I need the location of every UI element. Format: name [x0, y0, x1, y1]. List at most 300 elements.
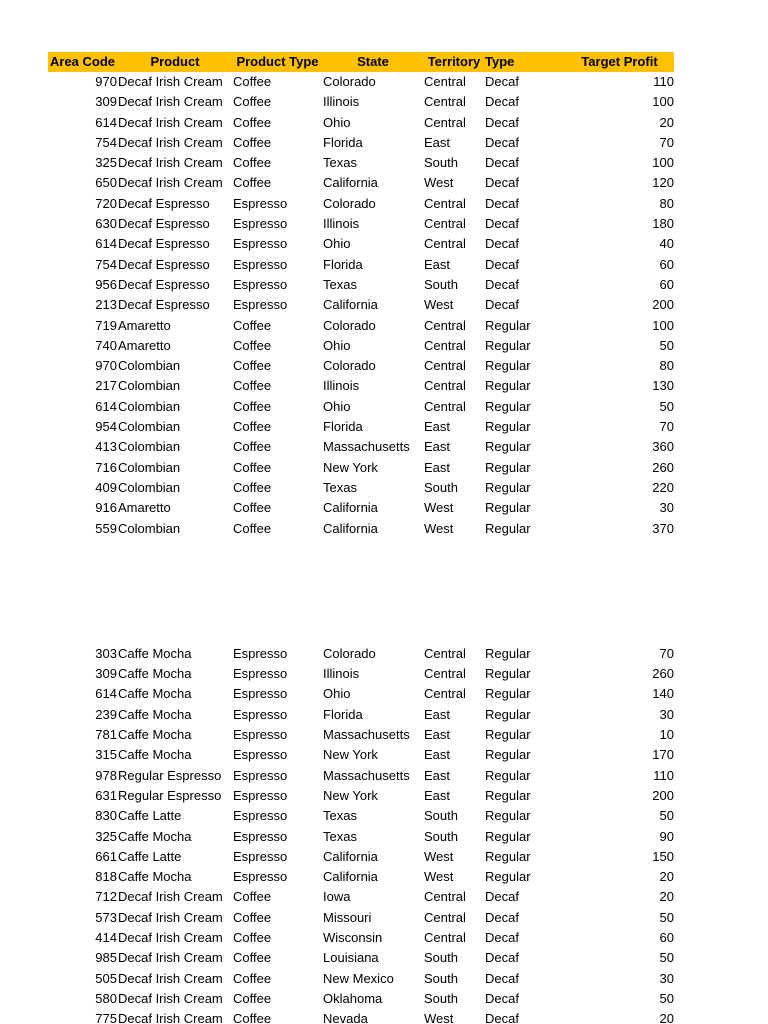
- cell-product[interactable]: Decaf Espresso: [118, 297, 210, 313]
- cell-target-profit[interactable]: 20: [659, 114, 674, 130]
- cell-type[interactable]: Decaf: [485, 889, 519, 905]
- cell-product-type[interactable]: Coffee: [233, 134, 272, 150]
- cell-product-type[interactable]: Coffee: [233, 94, 272, 110]
- cell-product[interactable]: Colombian: [118, 419, 181, 435]
- cell-type[interactable]: Decaf: [485, 134, 519, 150]
- cell-product-type[interactable]: Espresso: [233, 686, 288, 702]
- cell-product[interactable]: Decaf Irish Cream: [118, 970, 223, 986]
- cell-product[interactable]: Caffe Mocha: [118, 869, 192, 885]
- cell-area-code[interactable]: 954: [95, 419, 117, 435]
- cell-target-profit[interactable]: 120: [652, 175, 674, 191]
- cell-state[interactable]: Illinois: [323, 666, 360, 682]
- cell-area-code[interactable]: 630: [95, 216, 117, 232]
- cell-type[interactable]: Regular: [485, 520, 531, 536]
- cell-product[interactable]: Colombian: [118, 378, 181, 394]
- cell-area-code[interactable]: 309: [95, 666, 117, 682]
- cell-product-type[interactable]: Espresso: [233, 236, 288, 252]
- cell-state[interactable]: Colorado: [323, 317, 376, 333]
- cell-state[interactable]: Ohio: [323, 686, 351, 702]
- cell-state[interactable]: Oklahoma: [323, 990, 383, 1006]
- cell-target-profit[interactable]: 50: [659, 950, 674, 966]
- cell-state[interactable]: Texas: [323, 808, 357, 824]
- cell-area-code[interactable]: 213: [95, 297, 117, 313]
- cell-state[interactable]: Missouri: [323, 909, 372, 925]
- cell-product-type[interactable]: Espresso: [233, 297, 288, 313]
- cell-product-type[interactable]: Coffee: [233, 520, 272, 536]
- cell-product-type[interactable]: Espresso: [233, 256, 288, 272]
- cell-product-type[interactable]: Coffee: [233, 398, 272, 414]
- cell-area-code[interactable]: 719: [95, 317, 117, 333]
- cell-type[interactable]: Decaf: [485, 1011, 519, 1024]
- cell-territory[interactable]: Central: [424, 94, 466, 110]
- cell-type[interactable]: Decaf: [485, 909, 519, 925]
- header-product[interactable]: Product: [150, 54, 200, 69]
- cell-product-type[interactable]: Coffee: [233, 1011, 272, 1024]
- cell-target-profit[interactable]: 260: [652, 459, 674, 475]
- cell-territory[interactable]: East: [424, 134, 451, 150]
- cell-type[interactable]: Decaf: [485, 950, 519, 966]
- cell-product-type[interactable]: Coffee: [233, 990, 272, 1006]
- cell-target-profit[interactable]: 50: [659, 909, 674, 925]
- cell-state[interactable]: Texas: [323, 479, 357, 495]
- cell-state[interactable]: Massachusetts: [323, 439, 410, 455]
- cell-product[interactable]: Caffe Mocha: [118, 747, 192, 763]
- cell-product-type[interactable]: Espresso: [233, 195, 288, 211]
- cell-area-code[interactable]: 325: [95, 828, 117, 844]
- cell-type[interactable]: Regular: [485, 787, 531, 803]
- cell-product-type[interactable]: Coffee: [233, 950, 272, 966]
- cell-product[interactable]: Decaf Irish Cream: [118, 134, 223, 150]
- cell-product-type[interactable]: Espresso: [233, 727, 288, 743]
- cell-type[interactable]: Regular: [485, 500, 531, 516]
- cell-product-type[interactable]: Espresso: [233, 216, 288, 232]
- cell-product-type[interactable]: Coffee: [233, 155, 272, 171]
- cell-product[interactable]: Decaf Irish Cream: [118, 929, 223, 945]
- cell-territory[interactable]: West: [424, 297, 454, 313]
- cell-product-type[interactable]: Espresso: [233, 808, 288, 824]
- cell-product[interactable]: Regular Espresso: [118, 767, 222, 783]
- cell-state[interactable]: Illinois: [323, 216, 360, 232]
- cell-target-profit[interactable]: 100: [652, 317, 674, 333]
- cell-state[interactable]: California: [323, 175, 378, 191]
- cell-territory[interactable]: West: [424, 500, 454, 516]
- cell-state[interactable]: Illinois: [323, 378, 360, 394]
- cell-product[interactable]: Decaf Irish Cream: [118, 114, 223, 130]
- cell-area-code[interactable]: 217: [95, 378, 117, 394]
- cell-product[interactable]: Decaf Irish Cream: [118, 175, 223, 191]
- cell-product-type[interactable]: Coffee: [233, 909, 272, 925]
- cell-state[interactable]: Colorado: [323, 74, 376, 89]
- cell-territory[interactable]: East: [424, 706, 451, 722]
- cell-product-type[interactable]: Espresso: [233, 828, 288, 844]
- cell-target-profit[interactable]: 50: [659, 808, 674, 824]
- cell-product-type[interactable]: Coffee: [233, 439, 272, 455]
- cell-type[interactable]: Regular: [485, 358, 531, 374]
- cell-area-code[interactable]: 956: [95, 276, 117, 292]
- cell-product-type[interactable]: Coffee: [233, 378, 272, 394]
- cell-product[interactable]: Caffe Mocha: [118, 686, 192, 702]
- cell-territory[interactable]: South: [424, 155, 458, 171]
- cell-product[interactable]: Decaf Espresso: [118, 236, 210, 252]
- cell-type[interactable]: Decaf: [485, 216, 519, 232]
- cell-product-type[interactable]: Coffee: [233, 929, 272, 945]
- cell-target-profit[interactable]: 30: [659, 706, 674, 722]
- cell-target-profit[interactable]: 30: [659, 500, 674, 516]
- cell-target-profit[interactable]: 150: [652, 848, 674, 864]
- cell-territory[interactable]: South: [424, 950, 458, 966]
- header-area-code[interactable]: Area Code: [50, 54, 116, 69]
- cell-state[interactable]: Ohio: [323, 236, 351, 252]
- cell-area-code[interactable]: 614: [95, 398, 117, 414]
- header-product-type[interactable]: Product Type: [236, 54, 319, 69]
- cell-type[interactable]: Decaf: [485, 929, 519, 945]
- cell-area-code[interactable]: 414: [95, 929, 117, 945]
- cell-target-profit[interactable]: 40: [659, 236, 674, 252]
- cell-product-type[interactable]: Espresso: [233, 276, 288, 292]
- cell-type[interactable]: Regular: [485, 337, 531, 353]
- cell-target-profit[interactable]: 20: [659, 869, 674, 885]
- cell-territory[interactable]: East: [424, 256, 451, 272]
- cell-type[interactable]: Regular: [485, 727, 531, 743]
- cell-state[interactable]: Massachusetts: [323, 767, 410, 783]
- cell-product-type[interactable]: Coffee: [233, 74, 272, 89]
- cell-territory[interactable]: West: [424, 520, 454, 536]
- cell-area-code[interactable]: 818: [95, 869, 117, 885]
- cell-state[interactable]: Iowa: [323, 889, 351, 905]
- cell-state[interactable]: Illinois: [323, 94, 360, 110]
- cell-area-code[interactable]: 303: [95, 645, 117, 661]
- cell-type[interactable]: Decaf: [485, 276, 519, 292]
- cell-product[interactable]: Amaretto: [118, 500, 171, 516]
- cell-area-code[interactable]: 712: [95, 889, 117, 905]
- cell-product[interactable]: Decaf Irish Cream: [118, 909, 223, 925]
- cell-territory[interactable]: Central: [424, 645, 466, 661]
- cell-product-type[interactable]: Coffee: [233, 500, 272, 516]
- cell-target-profit[interactable]: 170: [652, 747, 674, 763]
- cell-state[interactable]: California: [323, 297, 378, 313]
- cell-product[interactable]: Decaf Irish Cream: [118, 94, 223, 110]
- cell-product[interactable]: Decaf Irish Cream: [118, 1011, 223, 1024]
- cell-product-type[interactable]: Espresso: [233, 848, 288, 864]
- cell-state[interactable]: Massachusetts: [323, 727, 410, 743]
- cell-territory[interactable]: East: [424, 439, 451, 455]
- cell-area-code[interactable]: 970: [95, 74, 117, 89]
- cell-territory[interactable]: South: [424, 808, 458, 824]
- cell-type[interactable]: Regular: [485, 747, 531, 763]
- cell-product-type[interactable]: Espresso: [233, 666, 288, 682]
- cell-product[interactable]: Colombian: [118, 459, 181, 475]
- cell-state[interactable]: Florida: [323, 134, 363, 150]
- cell-area-code[interactable]: 559: [95, 520, 117, 536]
- cell-type[interactable]: Decaf: [485, 94, 519, 110]
- cell-product-type[interactable]: Espresso: [233, 645, 288, 661]
- cell-product-type[interactable]: Coffee: [233, 970, 272, 986]
- cell-product-type[interactable]: Coffee: [233, 889, 272, 905]
- cell-area-code[interactable]: 978: [95, 767, 117, 783]
- cell-target-profit[interactable]: 70: [659, 645, 674, 661]
- cell-type[interactable]: Regular: [485, 645, 531, 661]
- cell-territory[interactable]: South: [424, 276, 458, 292]
- cell-target-profit[interactable]: 20: [659, 1011, 674, 1024]
- cell-type[interactable]: Regular: [485, 767, 531, 783]
- cell-area-code[interactable]: 740: [95, 337, 117, 353]
- cell-product[interactable]: Colombian: [118, 358, 181, 374]
- cell-product-type[interactable]: Espresso: [233, 706, 288, 722]
- cell-type[interactable]: Decaf: [485, 195, 519, 211]
- cell-product-type[interactable]: Espresso: [233, 869, 288, 885]
- cell-type[interactable]: Decaf: [485, 175, 519, 191]
- cell-type[interactable]: Decaf: [485, 990, 519, 1006]
- cell-state[interactable]: Colorado: [323, 195, 376, 211]
- cell-type[interactable]: Regular: [485, 848, 531, 864]
- cell-target-profit[interactable]: 130: [652, 378, 674, 394]
- cell-state[interactable]: Florida: [323, 256, 363, 272]
- cell-territory[interactable]: East: [424, 787, 451, 803]
- cell-area-code[interactable]: 614: [95, 236, 117, 252]
- cell-product-type[interactable]: Coffee: [233, 419, 272, 435]
- cell-territory[interactable]: Central: [424, 909, 466, 925]
- cell-state[interactable]: Colorado: [323, 645, 376, 661]
- cell-state[interactable]: California: [323, 869, 378, 885]
- cell-area-code[interactable]: 985: [95, 950, 117, 966]
- header-type[interactable]: Type: [485, 54, 515, 69]
- cell-product[interactable]: Decaf Irish Cream: [118, 889, 223, 905]
- cell-state[interactable]: New York: [323, 747, 378, 763]
- cell-product[interactable]: Caffe Mocha: [118, 706, 192, 722]
- cell-state[interactable]: California: [323, 520, 378, 536]
- cell-territory[interactable]: Central: [424, 74, 466, 89]
- cell-product-type[interactable]: Coffee: [233, 459, 272, 475]
- cell-territory[interactable]: Central: [424, 889, 466, 905]
- cell-territory[interactable]: East: [424, 727, 451, 743]
- cell-product-type[interactable]: Espresso: [233, 767, 288, 783]
- cell-product[interactable]: Caffe Mocha: [118, 645, 192, 661]
- cell-target-profit[interactable]: 50: [659, 337, 674, 353]
- cell-territory[interactable]: East: [424, 419, 451, 435]
- cell-territory[interactable]: Central: [424, 398, 466, 414]
- cell-product-type[interactable]: Coffee: [233, 175, 272, 191]
- cell-type[interactable]: Regular: [485, 666, 531, 682]
- cell-product[interactable]: Decaf Espresso: [118, 276, 210, 292]
- cell-target-profit[interactable]: 100: [652, 155, 674, 171]
- cell-state[interactable]: New York: [323, 787, 378, 803]
- cell-type[interactable]: Decaf: [485, 236, 519, 252]
- cell-target-profit[interactable]: 50: [659, 990, 674, 1006]
- cell-area-code[interactable]: 720: [95, 195, 117, 211]
- cell-type[interactable]: Regular: [485, 439, 531, 455]
- cell-type[interactable]: Regular: [485, 459, 531, 475]
- cell-state[interactable]: Texas: [323, 276, 357, 292]
- cell-territory[interactable]: Central: [424, 929, 466, 945]
- cell-target-profit[interactable]: 60: [659, 276, 674, 292]
- cell-area-code[interactable]: 315: [95, 747, 117, 763]
- cell-territory[interactable]: Central: [424, 358, 466, 374]
- cell-target-profit[interactable]: 30: [659, 970, 674, 986]
- cell-state[interactable]: Louisiana: [323, 950, 379, 966]
- cell-product-type[interactable]: Coffee: [233, 317, 272, 333]
- cell-target-profit[interactable]: 50: [659, 398, 674, 414]
- cell-target-profit[interactable]: 70: [659, 134, 674, 150]
- cell-target-profit[interactable]: 80: [659, 195, 674, 211]
- cell-target-profit[interactable]: 20: [659, 889, 674, 905]
- cell-target-profit[interactable]: 110: [653, 767, 674, 783]
- cell-product[interactable]: Colombian: [118, 479, 181, 495]
- cell-territory[interactable]: Central: [424, 378, 466, 394]
- cell-territory[interactable]: Central: [424, 317, 466, 333]
- cell-territory[interactable]: Central: [424, 666, 466, 682]
- cell-area-code[interactable]: 970: [95, 358, 117, 374]
- cell-area-code[interactable]: 409: [95, 479, 117, 495]
- cell-territory[interactable]: West: [424, 869, 454, 885]
- cell-area-code[interactable]: 716: [95, 459, 117, 475]
- cell-territory[interactable]: East: [424, 767, 451, 783]
- cell-type[interactable]: Regular: [485, 686, 531, 702]
- cell-state[interactable]: Ohio: [323, 398, 351, 414]
- cell-state[interactable]: Texas: [323, 155, 357, 171]
- cell-area-code[interactable]: 650: [95, 175, 117, 191]
- cell-product-type[interactable]: Coffee: [233, 358, 272, 374]
- cell-territory[interactable]: South: [424, 970, 458, 986]
- cell-territory[interactable]: Central: [424, 236, 466, 252]
- cell-type[interactable]: Regular: [485, 808, 531, 824]
- cell-product[interactable]: Decaf Irish Cream: [118, 74, 223, 89]
- cell-target-profit[interactable]: 90: [659, 828, 674, 844]
- cell-product[interactable]: Amaretto: [118, 337, 171, 353]
- cell-type[interactable]: Decaf: [485, 256, 519, 272]
- cell-state[interactable]: California: [323, 848, 378, 864]
- cell-product[interactable]: Colombian: [118, 520, 181, 536]
- cell-type[interactable]: Regular: [485, 398, 531, 414]
- cell-territory[interactable]: South: [424, 828, 458, 844]
- cell-state[interactable]: Florida: [323, 419, 363, 435]
- cell-state[interactable]: New York: [323, 459, 378, 475]
- cell-type[interactable]: Decaf: [485, 114, 519, 130]
- cell-product[interactable]: Decaf Irish Cream: [118, 990, 223, 1006]
- cell-territory[interactable]: East: [424, 747, 451, 763]
- cell-target-profit[interactable]: 110: [653, 74, 674, 89]
- cell-type[interactable]: Decaf: [485, 74, 519, 89]
- cell-area-code[interactable]: 661: [95, 848, 117, 864]
- cell-product[interactable]: Caffe Latte: [118, 848, 182, 864]
- cell-territory[interactable]: Central: [424, 114, 466, 130]
- cell-territory[interactable]: East: [424, 459, 451, 475]
- cell-target-profit[interactable]: 370: [652, 520, 674, 536]
- cell-area-code[interactable]: 781: [95, 727, 117, 743]
- cell-territory[interactable]: West: [424, 848, 454, 864]
- cell-product[interactable]: Caffe Mocha: [118, 666, 192, 682]
- cell-product-type[interactable]: Espresso: [233, 787, 288, 803]
- cell-target-profit[interactable]: 200: [652, 787, 674, 803]
- cell-area-code[interactable]: 830: [95, 808, 117, 824]
- cell-target-profit[interactable]: 360: [652, 439, 674, 455]
- cell-state[interactable]: Ohio: [323, 337, 351, 353]
- cell-state[interactable]: Florida: [323, 706, 363, 722]
- cell-product[interactable]: Decaf Espresso: [118, 256, 210, 272]
- cell-territory[interactable]: Central: [424, 686, 466, 702]
- cell-state[interactable]: Colorado: [323, 358, 376, 374]
- cell-area-code[interactable]: 754: [95, 256, 117, 272]
- cell-type[interactable]: Regular: [485, 378, 531, 394]
- cell-territory[interactable]: Central: [424, 195, 466, 211]
- cell-type[interactable]: Regular: [485, 479, 531, 495]
- cell-target-profit[interactable]: 70: [659, 419, 674, 435]
- cell-territory[interactable]: South: [424, 479, 458, 495]
- cell-target-profit[interactable]: 260: [652, 666, 674, 682]
- cell-state[interactable]: Wisconsin: [323, 929, 383, 945]
- cell-type[interactable]: Regular: [485, 869, 531, 885]
- cell-state[interactable]: Ohio: [323, 114, 351, 130]
- cell-product[interactable]: Caffe Latte: [118, 808, 182, 824]
- cell-type[interactable]: Decaf: [485, 155, 519, 171]
- cell-product[interactable]: Decaf Irish Cream: [118, 155, 223, 171]
- cell-area-code[interactable]: 775: [95, 1011, 117, 1024]
- cell-area-code[interactable]: 916: [95, 500, 117, 516]
- cell-area-code[interactable]: 505: [95, 970, 117, 986]
- cell-area-code[interactable]: 754: [95, 134, 117, 150]
- cell-target-profit[interactable]: 220: [652, 479, 674, 495]
- cell-territory[interactable]: Central: [424, 337, 466, 353]
- cell-product[interactable]: Colombian: [118, 439, 181, 455]
- cell-state[interactable]: California: [323, 500, 378, 516]
- cell-product[interactable]: Regular Espresso: [118, 787, 222, 803]
- cell-target-profit[interactable]: 140: [652, 686, 674, 702]
- cell-product-type[interactable]: Coffee: [233, 114, 272, 130]
- cell-type[interactable]: Regular: [485, 419, 531, 435]
- cell-product[interactable]: Amaretto: [118, 317, 171, 333]
- cell-product[interactable]: Decaf Irish Cream: [118, 950, 223, 966]
- cell-target-profit[interactable]: 100: [652, 94, 674, 110]
- cell-area-code[interactable]: 325: [95, 155, 117, 171]
- cell-product[interactable]: Caffe Mocha: [118, 828, 192, 844]
- cell-product-type[interactable]: Coffee: [233, 479, 272, 495]
- cell-product[interactable]: Caffe Mocha: [118, 727, 192, 743]
- cell-area-code[interactable]: 309: [95, 94, 117, 110]
- cell-product-type[interactable]: Espresso: [233, 747, 288, 763]
- cell-target-profit[interactable]: 60: [659, 929, 674, 945]
- cell-area-code[interactable]: 631: [95, 787, 117, 803]
- cell-territory[interactable]: West: [424, 1011, 454, 1024]
- cell-area-code[interactable]: 614: [95, 686, 117, 702]
- cell-target-profit[interactable]: 180: [652, 216, 674, 232]
- cell-type[interactable]: Regular: [485, 828, 531, 844]
- cell-territory[interactable]: South: [424, 990, 458, 1006]
- cell-type[interactable]: Regular: [485, 317, 531, 333]
- cell-state[interactable]: Texas: [323, 828, 357, 844]
- cell-type[interactable]: Decaf: [485, 970, 519, 986]
- cell-target-profit[interactable]: 80: [659, 358, 674, 374]
- cell-product-type[interactable]: Coffee: [233, 337, 272, 353]
- cell-state[interactable]: Nevada: [323, 1011, 368, 1024]
- cell-territory[interactable]: West: [424, 175, 454, 191]
- cell-area-code[interactable]: 614: [95, 114, 117, 130]
- cell-type[interactable]: Regular: [485, 706, 531, 722]
- cell-product[interactable]: Colombian: [118, 398, 181, 414]
- cell-area-code[interactable]: 239: [95, 706, 117, 722]
- cell-target-profit[interactable]: 60: [659, 256, 674, 272]
- cell-type[interactable]: Decaf: [485, 297, 519, 313]
- header-territory[interactable]: Territory: [427, 54, 481, 69]
- cell-area-code[interactable]: 580: [95, 990, 117, 1006]
- cell-product[interactable]: Decaf Espresso: [118, 216, 210, 232]
- cell-state[interactable]: New Mexico: [323, 970, 394, 986]
- header-target-profit[interactable]: Target Profit: [581, 54, 658, 69]
- cell-territory[interactable]: Central: [424, 216, 466, 232]
- cell-target-profit[interactable]: 200: [652, 297, 674, 313]
- cell-area-code[interactable]: 573: [95, 909, 117, 925]
- cell-target-profit[interactable]: 10: [659, 727, 674, 743]
- header-state[interactable]: State: [357, 54, 389, 69]
- cell-product[interactable]: Decaf Espresso: [118, 195, 210, 211]
